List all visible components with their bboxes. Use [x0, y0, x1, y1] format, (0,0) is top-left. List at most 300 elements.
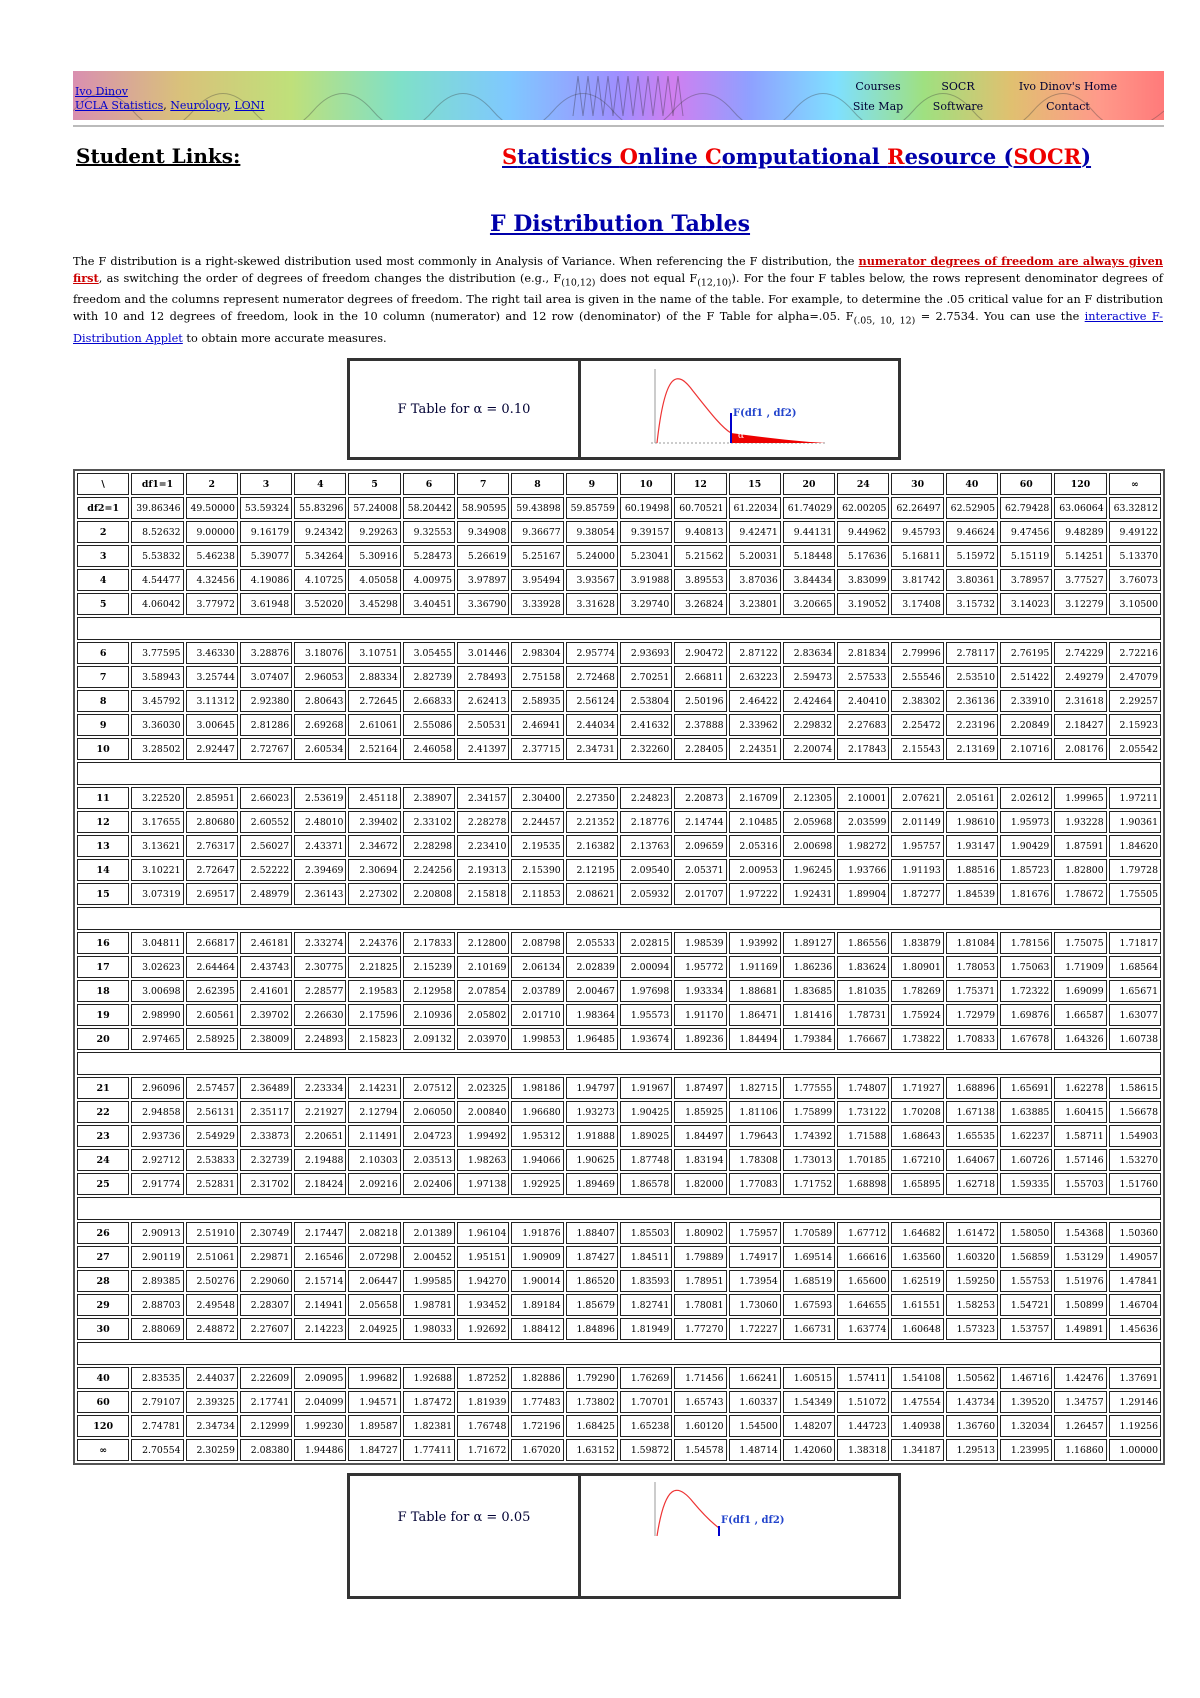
critical-value-cell: 2.38907 — [403, 787, 455, 809]
critical-value-cell: 1.53757 — [1000, 1318, 1052, 1340]
separator-cell — [77, 1197, 1161, 1220]
critical-value-cell: 62.79428 — [1000, 497, 1052, 519]
critical-value-cell: 1.90625 — [566, 1149, 618, 1171]
critical-value-cell: 1.70208 — [891, 1101, 943, 1123]
column-header: 2 — [186, 473, 238, 495]
critical-value-cell: 2.00698 — [783, 835, 835, 857]
table-row — [77, 666, 1161, 688]
critical-value-cell: 2.20849 — [1000, 714, 1052, 736]
critical-value-cell: 1.61551 — [891, 1294, 943, 1316]
critical-value-cell: 1.48714 — [729, 1439, 781, 1461]
separator-cell — [77, 907, 1161, 930]
critical-value-cell: 2.83634 — [783, 642, 835, 664]
column-header: 10 — [620, 473, 672, 495]
row-label: 40 — [77, 1367, 129, 1389]
column-header: 30 — [891, 473, 943, 495]
critical-value-cell: 5.28473 — [403, 545, 455, 567]
critical-value-cell: 60.19498 — [620, 497, 672, 519]
nav-col-3 — [1008, 77, 1128, 117]
table-row — [77, 811, 1161, 833]
critical-value-cell: 2.70554 — [131, 1439, 183, 1461]
critical-value-cell: 2.23196 — [946, 714, 998, 736]
critical-value-cell: 2.90472 — [674, 642, 726, 664]
separator-cell — [77, 617, 1161, 640]
nav-home[interactable]: Ivo Dinov's Home — [1018, 80, 1118, 93]
critical-value-cell: 2.10716 — [1000, 738, 1052, 760]
critical-value-cell: 2.87122 — [729, 642, 781, 664]
critical-value-cell: 1.56859 — [1000, 1246, 1052, 1268]
nav-courses[interactable]: Courses — [855, 80, 901, 93]
critical-value-cell: 2.39325 — [186, 1391, 238, 1413]
critical-value-cell: 1.73802 — [566, 1391, 618, 1413]
critical-value-cell: 2.49279 — [1054, 666, 1106, 688]
critical-value-cell: 2.09540 — [620, 859, 672, 881]
critical-value-cell: 2.63223 — [729, 666, 781, 688]
critical-value-cell: 1.93674 — [620, 1028, 672, 1050]
critical-value-cell: 2.27302 — [348, 883, 400, 905]
author-link[interactable]: Ivo Dinov — [75, 85, 128, 98]
critical-value-cell: 1.79290 — [566, 1367, 618, 1389]
critical-value-cell: 2.48979 — [240, 883, 292, 905]
critical-value-cell: 3.00645 — [186, 714, 238, 736]
critical-value-cell: 3.28876 — [240, 642, 292, 664]
critical-value-cell: 9.34908 — [457, 521, 509, 543]
critical-value-cell: 1.95151 — [457, 1246, 509, 1268]
critical-value-cell: 1.81939 — [457, 1391, 509, 1413]
critical-value-cell: 1.63152 — [566, 1439, 618, 1461]
critical-value-cell: 1.77555 — [783, 1077, 835, 1099]
socr-title-part: omputational — [721, 144, 888, 169]
critical-value-cell: 5.34264 — [294, 545, 346, 567]
critical-value-cell: 2.48872 — [186, 1318, 238, 1340]
critical-value-cell: 1.81035 — [837, 980, 889, 1002]
critical-value-cell: 1.80901 — [891, 956, 943, 978]
critical-value-cell: 1.93452 — [457, 1294, 509, 1316]
critical-value-cell: 3.93567 — [566, 569, 618, 591]
critical-value-cell: 2.66811 — [674, 666, 726, 688]
critical-value-cell: 2.05316 — [729, 835, 781, 857]
critical-value-cell: 2.89385 — [131, 1270, 183, 1292]
critical-value-cell: 1.98364 — [566, 1004, 618, 1026]
critical-value-cell: 1.72196 — [511, 1415, 563, 1437]
critical-value-cell: 3.12279 — [1054, 593, 1106, 615]
critical-value-cell: 9.44962 — [837, 521, 889, 543]
critical-value-cell: 1.73060 — [729, 1294, 781, 1316]
critical-value-cell: 1.86236 — [783, 956, 835, 978]
critical-value-cell: 1.89904 — [837, 883, 889, 905]
critical-value-cell: 3.25744 — [186, 666, 238, 688]
critical-value-cell: 59.85759 — [566, 497, 618, 519]
critical-value-cell: 9.24342 — [294, 521, 346, 543]
critical-value-cell: 2.24351 — [729, 738, 781, 760]
column-header: 40 — [946, 473, 998, 495]
critical-value-cell: 1.75075 — [1054, 932, 1106, 954]
critical-value-cell: 3.10751 — [348, 642, 400, 664]
critical-value-cell: 1.91193 — [891, 859, 943, 881]
critical-value-cell: 62.26497 — [891, 497, 943, 519]
critical-value-cell: 2.13763 — [620, 835, 672, 857]
critical-value-cell: 3.01446 — [457, 642, 509, 664]
critical-value-cell: 1.83685 — [783, 980, 835, 1002]
critical-value-cell: 1.84539 — [946, 883, 998, 905]
critical-value-cell: 3.84434 — [783, 569, 835, 591]
row-label: 16 — [77, 932, 129, 954]
critical-value-cell: 1.94486 — [294, 1439, 346, 1461]
critical-value-cell: 1.60648 — [891, 1318, 943, 1340]
critical-value-cell: 2.12999 — [240, 1415, 292, 1437]
critical-value-cell: 1.85503 — [620, 1222, 672, 1244]
critical-value-cell: 9.49122 — [1109, 521, 1161, 543]
critical-value-cell: 1.79384 — [783, 1028, 835, 1050]
critical-value-cell: 1.85925 — [674, 1101, 726, 1123]
critical-value-cell: 1.39520 — [1000, 1391, 1052, 1413]
critical-value-cell: 2.04925 — [348, 1318, 400, 1340]
critical-value-cell: 1.54349 — [783, 1391, 835, 1413]
critical-value-cell: 1.65895 — [891, 1173, 943, 1195]
critical-value-cell: 1.70701 — [620, 1391, 672, 1413]
critical-value-cell: 2.45118 — [348, 787, 400, 809]
table-header-row — [77, 473, 1161, 495]
table-row — [77, 1318, 1161, 1340]
critical-value-cell: 1.38318 — [837, 1439, 889, 1461]
critical-value-cell: 3.04811 — [131, 932, 183, 954]
critical-value-cell: 1.78081 — [674, 1294, 726, 1316]
critical-value-cell: 1.54578 — [674, 1439, 726, 1461]
critical-value-cell: 3.17655 — [131, 811, 183, 833]
critical-value-cell: 1.95757 — [891, 835, 943, 857]
critical-value-cell: 1.40938 — [891, 1415, 943, 1437]
critical-value-cell: 1.95312 — [511, 1125, 563, 1147]
nav-contact[interactable]: Contact — [1046, 100, 1090, 113]
critical-value-cell: 1.78156 — [1000, 932, 1052, 954]
table-row — [77, 1391, 1161, 1413]
critical-value-cell: 1.54500 — [729, 1415, 781, 1437]
critical-value-cell: 1.75957 — [729, 1222, 781, 1244]
critical-value-cell: 4.19086 — [240, 569, 292, 591]
critical-value-cell: 1.60738 — [1109, 1028, 1161, 1050]
critical-value-cell: 2.57533 — [837, 666, 889, 688]
critical-value-cell: 2.33962 — [729, 714, 781, 736]
critical-value-cell: 1.81949 — [620, 1318, 672, 1340]
critical-value-cell: 4.32456 — [186, 569, 238, 591]
table-row — [77, 497, 1161, 519]
critical-value-cell: 2.16382 — [566, 835, 618, 857]
table-row — [77, 1101, 1161, 1123]
nav-socr[interactable]: SOCR — [941, 80, 975, 93]
critical-value-cell: 1.62519 — [891, 1270, 943, 1292]
critical-value-cell: 2.22609 — [240, 1367, 292, 1389]
critical-value-cell: 1.75063 — [1000, 956, 1052, 978]
critical-value-cell: 1.67678 — [1000, 1028, 1052, 1050]
critical-value-cell: 1.54368 — [1054, 1222, 1106, 1244]
column-header: 60 — [1000, 473, 1052, 495]
critical-value-cell: 3.18076 — [294, 642, 346, 664]
critical-value-cell: 2.02839 — [566, 956, 618, 978]
critical-value-cell: 2.02325 — [457, 1077, 509, 1099]
critical-value-cell: 2.72216 — [1109, 642, 1161, 664]
socr-title-link[interactable] — [502, 144, 1091, 169]
critical-value-cell: 2.33873 — [240, 1125, 292, 1147]
critical-value-cell: 1.90425 — [620, 1101, 672, 1123]
critical-value-cell: 2.60534 — [294, 738, 346, 760]
critical-value-cell: 63.06064 — [1054, 497, 1106, 519]
critical-value-cell: 1.65535 — [946, 1125, 998, 1147]
critical-value-cell: 3.36790 — [457, 593, 509, 615]
figure-label-2: F(df1 , df2) — [721, 1515, 785, 1526]
critical-value-cell: 3.87036 — [729, 569, 781, 591]
critical-value-cell: 2.09095 — [294, 1367, 346, 1389]
socr-title-part: C — [705, 144, 722, 169]
critical-value-cell: 2.08176 — [1054, 738, 1106, 760]
critical-value-cell: 2.92380 — [240, 690, 292, 712]
column-header: ∞ — [1109, 473, 1161, 495]
socr-title-part: nline — [637, 144, 706, 169]
critical-value-cell: 1.75899 — [783, 1101, 835, 1123]
separator-cell — [77, 1052, 1161, 1075]
critical-value-cell: 2.18776 — [620, 811, 672, 833]
row-label: 120 — [77, 1415, 129, 1437]
critical-value-cell: 2.49548 — [186, 1294, 238, 1316]
critical-value-cell: 5.53832 — [131, 545, 183, 567]
critical-value-cell: 2.41632 — [620, 714, 672, 736]
critical-value-cell: 2.15923 — [1109, 714, 1161, 736]
critical-value-cell: 1.29146 — [1109, 1391, 1161, 1413]
critical-value-cell: 5.25167 — [511, 545, 563, 567]
critical-value-cell: 1.60726 — [1000, 1149, 1052, 1171]
socr-title-part: tatistics — [517, 144, 620, 169]
critical-value-cell: 2.58925 — [186, 1028, 238, 1050]
critical-value-cell: 1.63774 — [837, 1318, 889, 1340]
critical-value-cell: 1.45636 — [1109, 1318, 1161, 1340]
critical-value-cell: 1.61472 — [946, 1222, 998, 1244]
critical-value-cell: 1.98263 — [457, 1149, 509, 1171]
critical-value-cell: 1.77083 — [729, 1173, 781, 1195]
critical-value-cell: 1.71909 — [1054, 956, 1106, 978]
critical-value-cell: 1.98272 — [837, 835, 889, 857]
critical-value-cell: 2.37888 — [674, 714, 726, 736]
critical-value-cell: 2.09659 — [674, 835, 726, 857]
critical-value-cell: 3.29740 — [620, 593, 672, 615]
row-label: 22 — [77, 1101, 129, 1123]
critical-value-cell: 2.98304 — [511, 642, 563, 664]
socr-title-part: R — [887, 144, 905, 169]
neurology-link[interactable]: Neurology — [170, 99, 228, 112]
critical-value-cell: 1.99585 — [403, 1270, 455, 1292]
loni-link[interactable]: LONI — [234, 99, 265, 112]
critical-value-cell: 2.13169 — [946, 738, 998, 760]
critical-value-cell: 1.54903 — [1109, 1125, 1161, 1147]
critical-value-cell: 2.05371 — [674, 859, 726, 881]
critical-value-cell: 2.20873 — [674, 787, 726, 809]
critical-value-cell: 2.20074 — [783, 738, 835, 760]
critical-value-cell: 2.66833 — [403, 690, 455, 712]
critical-value-cell: 1.85723 — [1000, 859, 1052, 881]
critical-value-cell: 2.51910 — [186, 1222, 238, 1244]
table-row — [77, 956, 1161, 978]
critical-value-cell: 3.36030 — [131, 714, 183, 736]
critical-value-cell: 1.94270 — [457, 1270, 509, 1292]
critical-value-cell: 1.49891 — [1054, 1318, 1106, 1340]
table-row — [77, 521, 1161, 543]
critical-value-cell: 2.58935 — [511, 690, 563, 712]
critical-value-cell: 2.81834 — [837, 642, 889, 664]
critical-value-cell: 1.85679 — [566, 1294, 618, 1316]
critical-value-cell: 1.93273 — [566, 1101, 618, 1123]
critical-value-cell: 2.04723 — [403, 1125, 455, 1147]
critical-value-cell: 1.79889 — [674, 1246, 726, 1268]
critical-value-cell: 1.51976 — [1054, 1270, 1106, 1292]
critical-value-cell: 1.98781 — [403, 1294, 455, 1316]
critical-value-cell: 1.74807 — [837, 1077, 889, 1099]
critical-value-cell: 2.90119 — [131, 1246, 183, 1268]
critical-value-cell: 2.34731 — [566, 738, 618, 760]
critical-value-cell: 1.46716 — [1000, 1367, 1052, 1389]
critical-value-cell: 1.55703 — [1054, 1173, 1106, 1195]
critical-value-cell: 2.23334 — [294, 1077, 346, 1099]
critical-value-cell: 2.78493 — [457, 666, 509, 688]
critical-value-cell: 63.32812 — [1109, 497, 1161, 519]
critical-value-cell: 2.08380 — [240, 1439, 292, 1461]
ucla-statistics-link[interactable]: UCLA Statistics — [75, 99, 164, 112]
critical-value-cell: 2.52831 — [186, 1173, 238, 1195]
nav-software[interactable]: Software — [932, 100, 984, 113]
critical-value-cell: 1.76748 — [457, 1415, 509, 1437]
critical-value-cell: 2.07854 — [457, 980, 509, 1002]
f-applet-link[interactable]: interactive F-Distribution Applet — [73, 310, 1163, 345]
table-row — [77, 859, 1161, 881]
critical-value-cell: 3.81742 — [891, 569, 943, 591]
critical-value-cell: 9.45793 — [891, 521, 943, 543]
critical-value-cell: 9.48289 — [1054, 521, 1106, 543]
critical-value-cell: 2.33274 — [294, 932, 346, 954]
critical-value-cell: 2.00452 — [403, 1246, 455, 1268]
critical-value-cell: 1.58615 — [1109, 1077, 1161, 1099]
critical-value-cell: 1.44723 — [837, 1415, 889, 1437]
critical-value-cell: 2.05542 — [1109, 738, 1161, 760]
critical-value-cell: 1.97222 — [729, 883, 781, 905]
critical-value-cell: 3.07319 — [131, 883, 183, 905]
critical-value-cell: 9.40813 — [674, 521, 726, 543]
critical-value-cell: 2.55086 — [403, 714, 455, 736]
critical-value-cell: 1.82886 — [511, 1367, 563, 1389]
critical-value-cell: 1.47554 — [891, 1391, 943, 1413]
table-row — [77, 1294, 1161, 1316]
row-label: ∞ — [77, 1439, 129, 1461]
critical-value-cell: 1.78308 — [729, 1149, 781, 1171]
critical-value-cell: 1.87427 — [566, 1246, 618, 1268]
critical-value-cell: 1.66241 — [729, 1367, 781, 1389]
critical-value-cell: 4.05058 — [348, 569, 400, 591]
critical-value-cell: 2.61061 — [348, 714, 400, 736]
critical-value-cell: 9.44131 — [783, 521, 835, 543]
critical-value-cell: 5.15119 — [1000, 545, 1052, 567]
critical-value-cell: 2.88703 — [131, 1294, 183, 1316]
critical-value-cell: 1.73954 — [729, 1270, 781, 1292]
critical-value-cell: 2.42464 — [783, 690, 835, 712]
student-links-heading[interactable]: Student Links: — [76, 144, 241, 168]
critical-value-cell: 3.45792 — [131, 690, 183, 712]
critical-value-cell: 1.98186 — [511, 1077, 563, 1099]
critical-value-cell: 2.55546 — [891, 666, 943, 688]
divider — [73, 125, 1164, 127]
critical-value-cell: 1.82741 — [620, 1294, 672, 1316]
critical-value-cell: 3.91988 — [620, 569, 672, 591]
critical-value-cell: 2.66817 — [186, 932, 238, 954]
critical-value-cell: 1.87472 — [403, 1391, 455, 1413]
critical-value-cell: 1.68898 — [837, 1173, 889, 1195]
critical-value-cell: 2.37715 — [511, 738, 563, 760]
critical-value-cell: 1.90014 — [511, 1270, 563, 1292]
critical-value-cell: 2.21825 — [348, 956, 400, 978]
critical-value-cell: 1.68519 — [783, 1270, 835, 1292]
critical-value-cell: 1.98610 — [946, 811, 998, 833]
critical-value-cell: 1.97211 — [1109, 787, 1161, 809]
critical-value-cell: 2.25472 — [891, 714, 943, 736]
critical-value-cell: 1.84727 — [348, 1439, 400, 1461]
page-title: F Distribution Tables — [489, 211, 751, 237]
socr-title-part: S — [502, 144, 518, 169]
figure-alpha: α — [738, 431, 745, 441]
row-label: 4 — [77, 569, 129, 591]
critical-value-cell: 1.96245 — [783, 859, 835, 881]
nav-sitemap[interactable]: Site Map — [852, 100, 904, 113]
critical-value-cell: 5.17636 — [837, 545, 889, 567]
critical-value-cell: 1.92925 — [511, 1173, 563, 1195]
critical-value-cell: 1.60415 — [1054, 1101, 1106, 1123]
critical-value-cell: 1.63885 — [1000, 1101, 1052, 1123]
critical-value-cell: 1.68896 — [946, 1077, 998, 1099]
critical-value-cell: 2.14231 — [348, 1077, 400, 1099]
row-label: 27 — [77, 1246, 129, 1268]
critical-value-cell: 2.38009 — [240, 1028, 292, 1050]
table-row — [77, 569, 1161, 591]
critical-value-cell: 2.94858 — [131, 1101, 183, 1123]
table-row — [77, 835, 1161, 857]
critical-value-cell: 3.31628 — [566, 593, 618, 615]
critical-value-cell: 3.22520 — [131, 787, 183, 809]
critical-value-cell: 59.43898 — [511, 497, 563, 519]
critical-value-cell: 1.57323 — [946, 1318, 998, 1340]
column-header: 120 — [1054, 473, 1106, 495]
critical-value-cell: 1.70833 — [946, 1028, 998, 1050]
critical-value-cell: 2.98990 — [131, 1004, 183, 1026]
critical-value-cell: 2.83535 — [131, 1367, 183, 1389]
critical-value-cell: 9.29263 — [348, 521, 400, 543]
critical-value-cell: 1.87497 — [674, 1077, 726, 1099]
critical-value-cell: 3.11312 — [186, 690, 238, 712]
critical-value-cell: 1.93228 — [1054, 811, 1106, 833]
critical-value-cell: 2.27683 — [837, 714, 889, 736]
critical-value-cell: 2.21352 — [566, 811, 618, 833]
critical-value-cell: 2.31702 — [240, 1173, 292, 1195]
critical-value-cell: 2.34157 — [457, 787, 509, 809]
group-separator-row — [77, 617, 1161, 640]
critical-value-cell: 3.61948 — [240, 593, 292, 615]
critical-value-cell: 2.36489 — [240, 1077, 292, 1099]
row-label: 11 — [77, 787, 129, 809]
critical-value-cell: 2.35117 — [240, 1101, 292, 1123]
critical-value-cell: 1.69099 — [1054, 980, 1106, 1002]
critical-value-cell: 2.01149 — [891, 811, 943, 833]
critical-value-cell: 1.71817 — [1109, 932, 1161, 954]
critical-value-cell: 2.30694 — [348, 859, 400, 881]
socr-title-part: O — [619, 144, 638, 169]
critical-value-cell: 2.76317 — [186, 835, 238, 857]
critical-value-cell: 2.08621 — [566, 883, 618, 905]
critical-value-cell: 5.13370 — [1109, 545, 1161, 567]
critical-value-cell: 1.90361 — [1109, 811, 1161, 833]
critical-value-cell: 2.12305 — [783, 787, 835, 809]
